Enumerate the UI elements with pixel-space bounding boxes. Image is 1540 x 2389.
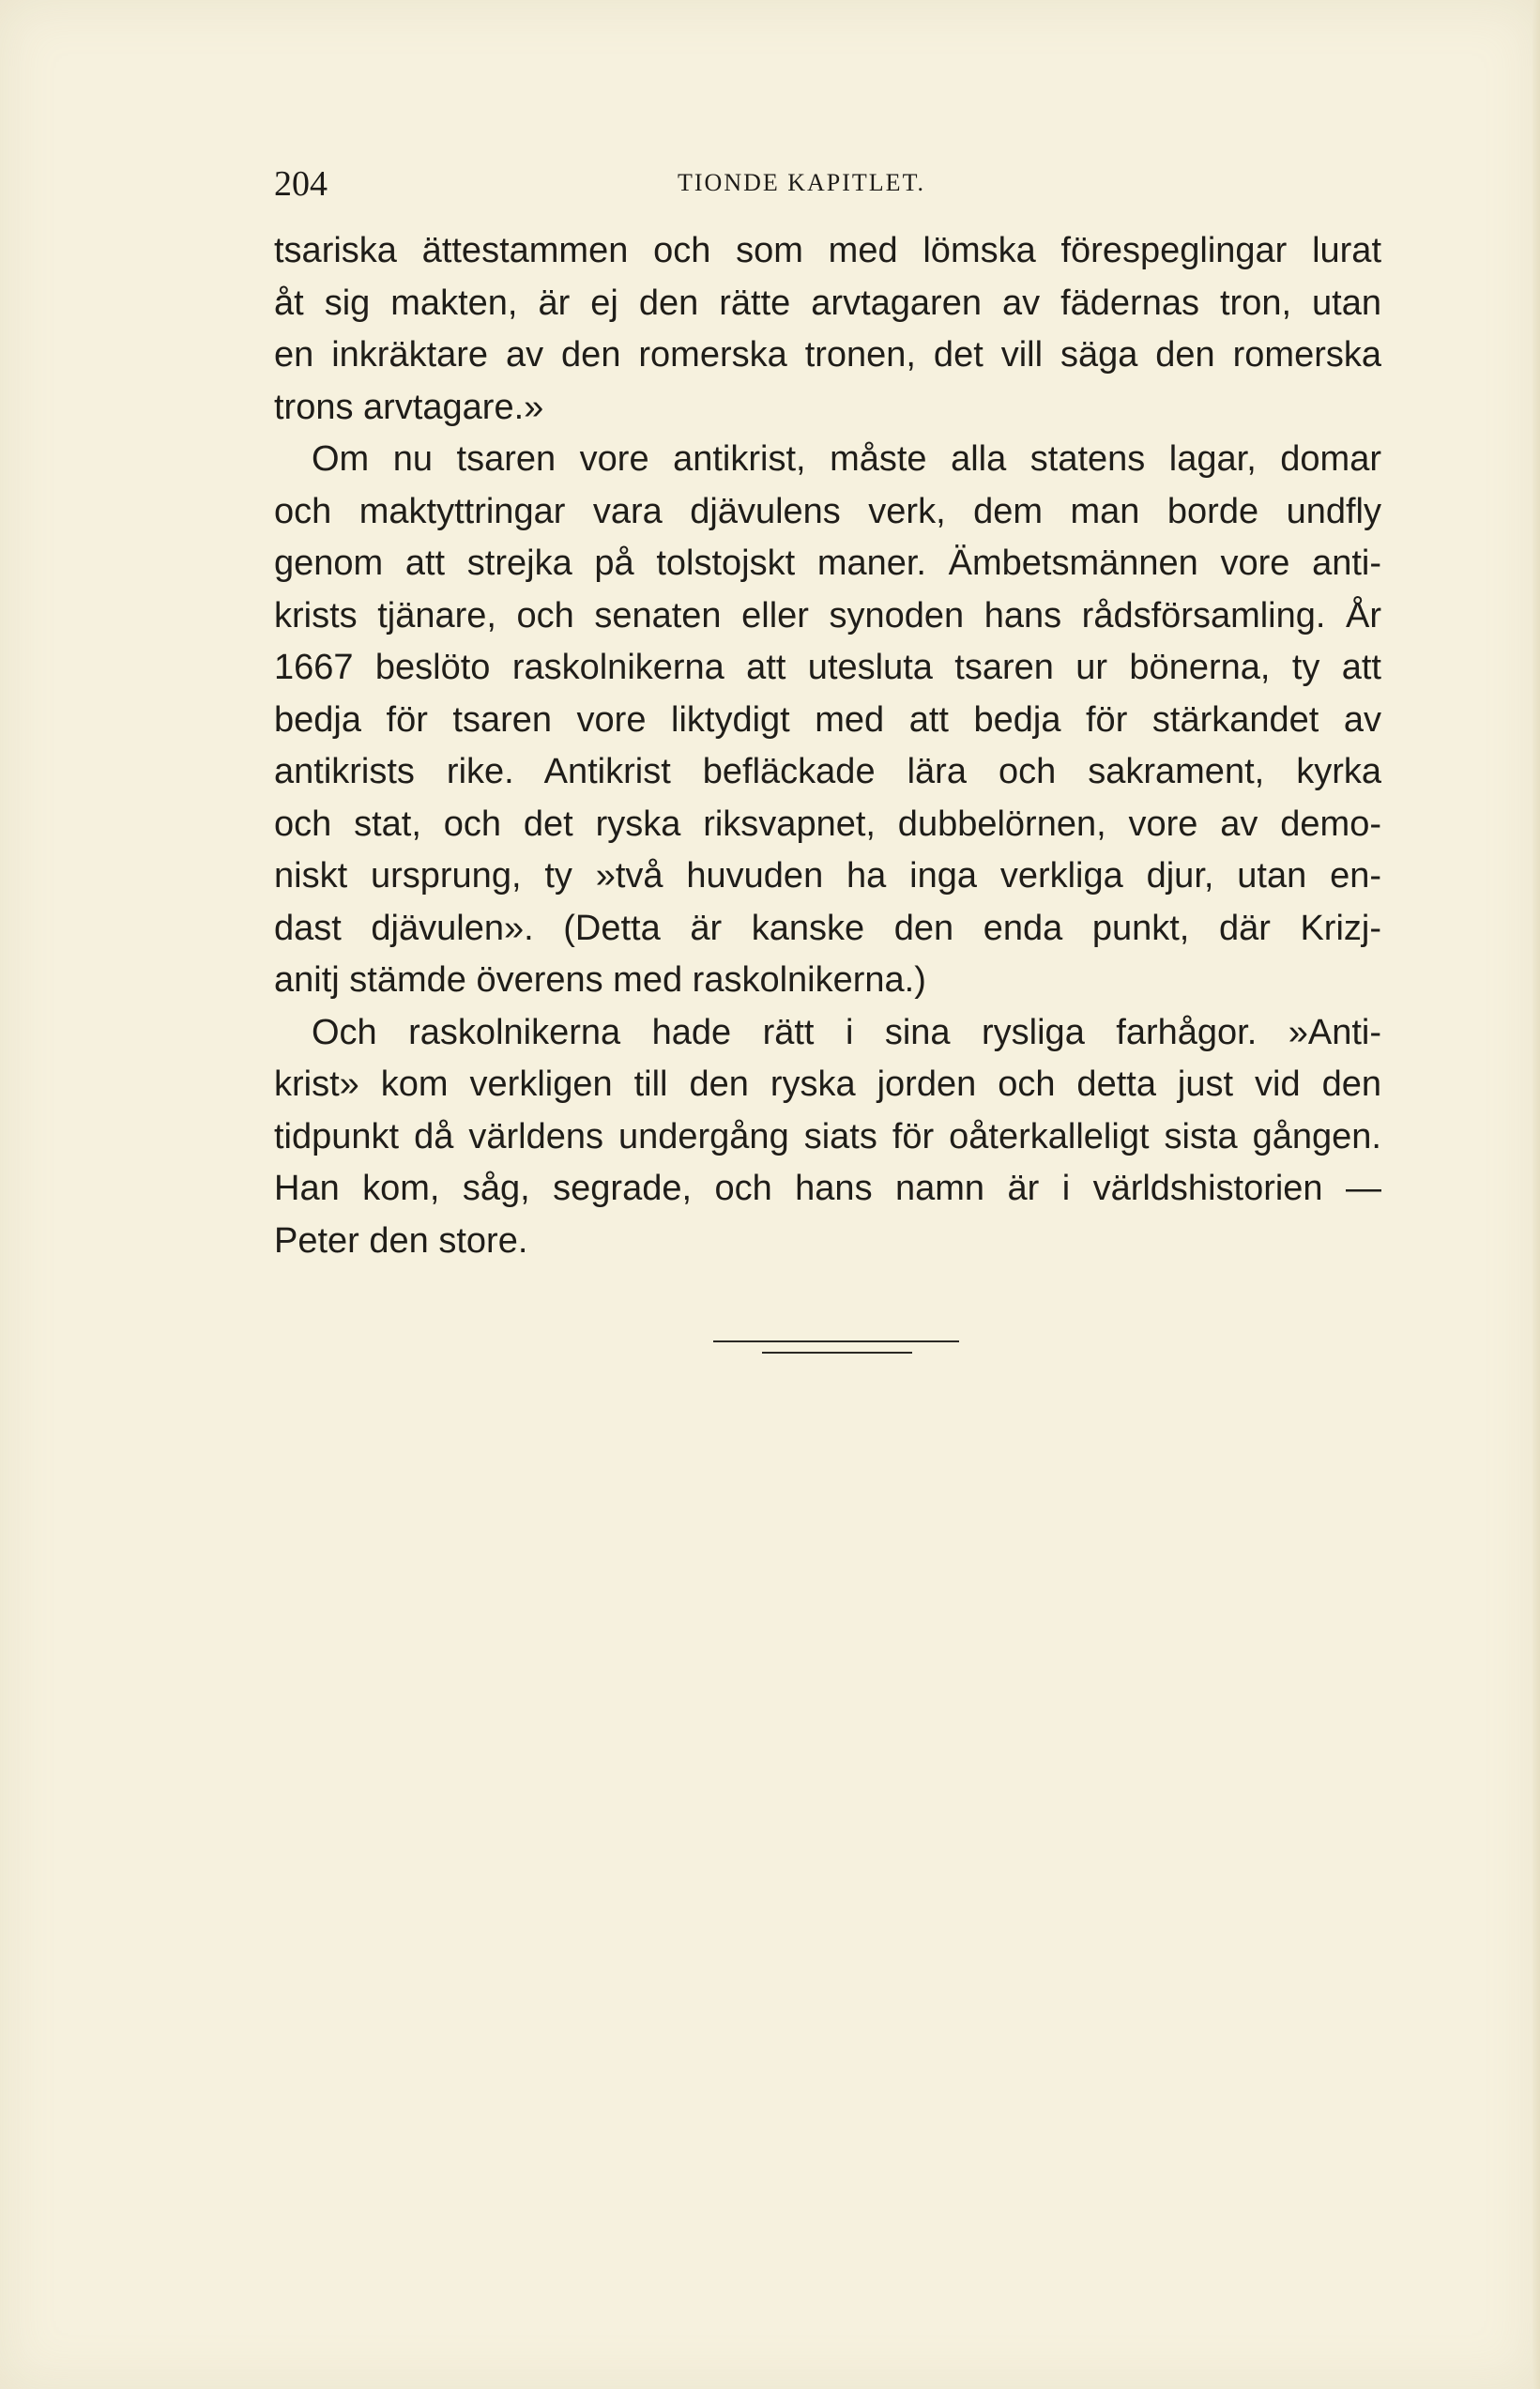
text-line: trons arvtagare.» [274,387,544,427]
paragraph-2 [274,434,1381,1007]
text-line: och stat, och det ryska riksvapnet, dubbelörnen, vore av demo- [274,804,1381,844]
text-line: antikrists rike. Antikrist befläckade lära och sakrament, kyrka [274,752,1381,791]
text-line: dast djävulen». (Detta är kanske den enda punkt, där Krizj- [274,908,1381,948]
running-head: TIONDE KAPITLET. [678,169,926,196]
text-line: åt sig makten, är ej den rätte arvtagaren av fädernas tron, utan [274,283,1381,323]
text-line: och maktyttringar vara djävulens verk, dem man borde undfly [274,491,1381,531]
paragraph-1 [274,225,1381,434]
text-line: krist» kom verkligen till den ryska jorden och detta just vid den [274,1064,1381,1104]
text-line: Peter den store. [274,1220,528,1261]
text-line: Han kom, såg, segrade, och hans namn är i världshistorien — [274,1169,1381,1208]
text-line: 1667 beslöto raskolnikerna att utesluta tsaren ur bönerna, ty att [274,648,1381,687]
text-line: niskt ursprung, ty »två huvuden ha inga verkliga djur, utan en- [274,856,1381,896]
page-header [274,160,1381,216]
body-text [274,225,1381,1267]
text-line: bedja för tsaren vore liktydigt med att bedja för stärkandet av [274,699,1381,740]
text-line: en inkräktare av den romerska tronen, det vill säga den romerska [274,335,1381,375]
text-line: Och raskolnikerna hade rätt i sina rysliga farhågor. »Anti- [312,1012,1381,1052]
text-line: anitj stämde överens med raskolnikerna.) [274,960,926,1000]
text-line: tidpunkt då världens undergång siats för oåterkalleligt sista gången. [274,1116,1381,1156]
text-line: Om nu tsaren vore antikrist, måste alla statens lagar, domar [312,439,1381,479]
page-number: 204 [274,164,328,204]
page-edge [1532,0,1540,2389]
paragraph-3 [274,1007,1381,1268]
end-rule [713,1340,959,1342]
end-rule-short [762,1352,912,1354]
text-line: tsariska ättestammen och som med lömska förespeglingar lurat [274,231,1381,270]
text-line: krists tjänare, och senaten eller synoden hans rådsförsamling. År [274,595,1381,636]
text-line: genom att strejka på tolstojskt maner. Ämbetsmännen vore anti- [274,544,1381,583]
